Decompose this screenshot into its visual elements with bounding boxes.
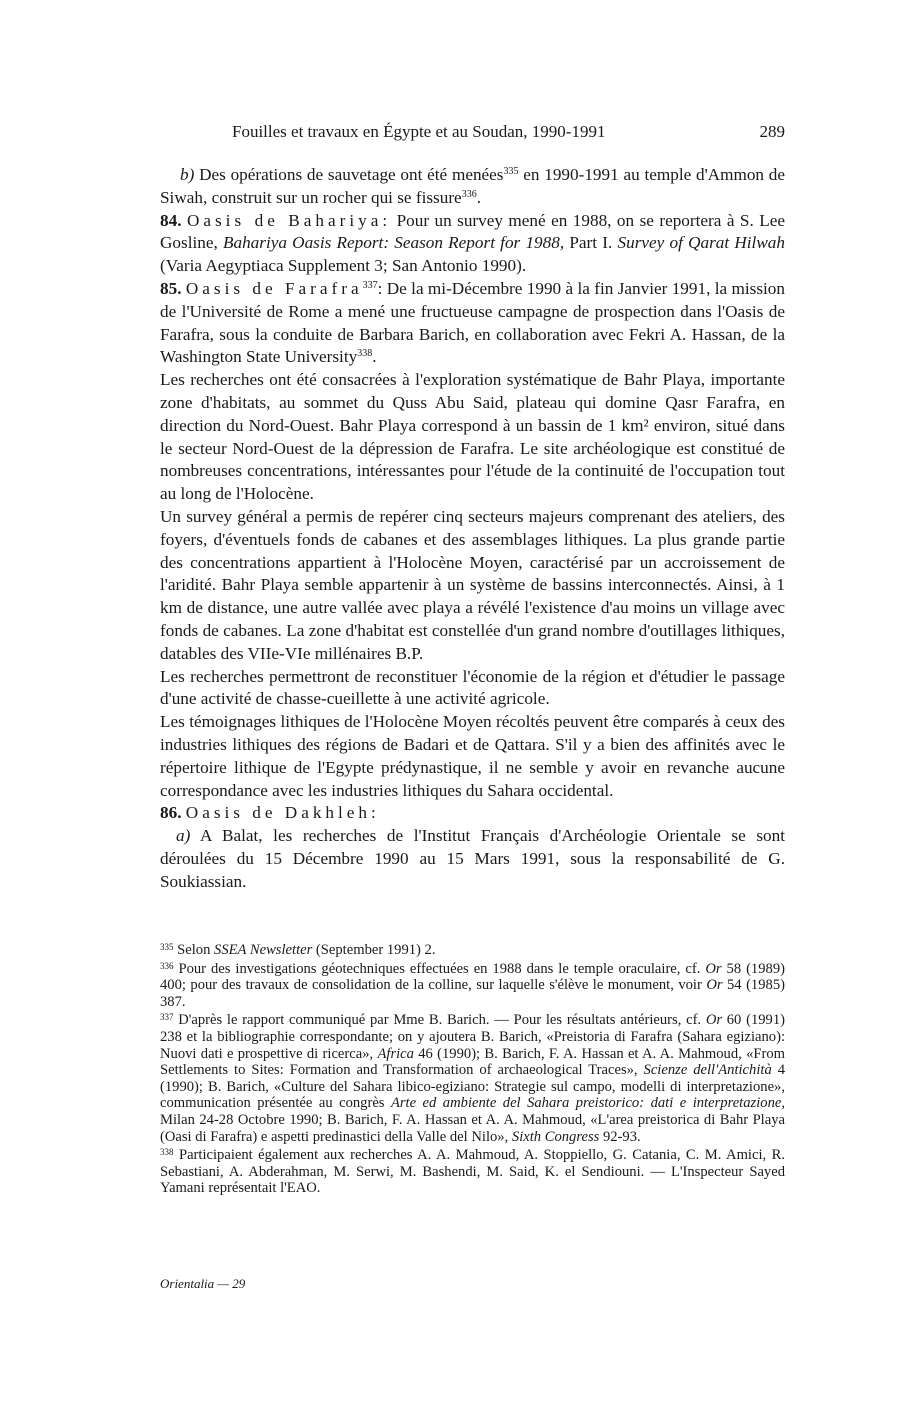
text: Pour des investigations géotechniques effectuées en 1988 dans le temple oraculaire, cf. xyxy=(173,960,706,977)
journal-abbrev: Or xyxy=(705,960,722,977)
paragraph: Les recherches permettront de reconstituer l'économie de la région et d'étudier le passage d'une activité de chasse-cueillette à une activité agricole. xyxy=(160,666,785,709)
section-heading: Oasis de Farafra xyxy=(185,278,363,298)
journal-abbrev: Or xyxy=(706,977,723,994)
text: A Balat, les recherches de l'Institut Français d'Archéologie Orientale se sont déroulées du 15 Décembre 1990 au 15 Mars 1991, sous la responsabilité de G. Soukiassian. xyxy=(160,826,785,891)
book-title: Bahariya Oasis Report: Season Report for 1988, xyxy=(222,233,565,253)
footnote-336 xyxy=(160,961,785,1011)
item-label: b) xyxy=(180,165,195,184)
text: 46 (1990); B. Barich, F. A. Hassan et A. A. Mahmoud, «From Settlements to Sites: Formation and Transformation of archaeological Traces», xyxy=(160,1045,785,1079)
journal-title: SSEA Newsletter xyxy=(214,942,313,958)
item-label: a) xyxy=(176,826,191,846)
congress-title: Arte ed ambiente del Sahara preistorico: dati e interpretazione, xyxy=(390,1095,785,1112)
journal-title: Scienze dell'Antichità xyxy=(643,1062,772,1079)
text: (Varia Aegyptiaca Supplement 3; San Antonio 1990). xyxy=(160,256,527,276)
paragraph: Un survey général a permis de repérer cinq secteurs majeurs comprenant des ateliers, des foyers, d'éventuels fonds de cabanes et des assemblages lithiques. La plus grande partie des concentrations appartient à l'Holocène Moyen, caractérisé par un accroissement de l'aridité. Bahr Playa semble appartenir à un système de bassins interconnectés. Ainsi, à 1 km de distance, une autre vallée avec playa a révélé l'existence d'au moins un village avec fonds de cabanes. La zone d'habitat est constellée d'un grand nombre d'outillages lithiques, datables des VIIe-VIe millénaires B.P. xyxy=(160,506,785,663)
footnote-number: 336 xyxy=(160,960,174,971)
footnote-ref-336[interactable]: 336 xyxy=(461,188,477,200)
main-text xyxy=(160,164,785,894)
footnote-number: 338 xyxy=(160,1147,174,1158)
paragraph-balat xyxy=(160,825,785,893)
text: Pour un survey mené en 1988, on se reportera à S. Lee Gosline, xyxy=(160,210,786,253)
footnote-ref-338[interactable]: 338 xyxy=(357,348,373,360)
journal-abbrev: Or xyxy=(705,1012,723,1029)
text: 60 (1991) 238 et la bibliographie correspondante; on y ajoutera B. Barich, «Preistoria di Farafra (Sahara egiziano): Nuovi dati e prospettive di ricerca», xyxy=(160,1012,785,1062)
text: 58 (1989) 400; pour des travaux de consolidation de la colline, sur laquelle s'élève le monument, voir xyxy=(160,960,785,994)
section-number: 84. xyxy=(160,210,182,230)
footnote-335 xyxy=(160,942,785,959)
footnote-ref-335[interactable]: 335 xyxy=(503,166,519,177)
text: . xyxy=(372,347,377,367)
book-title: Survey of Qarat Hilwah xyxy=(617,233,785,253)
journal-title: Africa xyxy=(377,1045,414,1062)
section-number: 85. xyxy=(160,278,182,298)
footnote-ref-337[interactable]: 337 xyxy=(362,279,378,291)
congress-title: Sixth Congress xyxy=(511,1128,600,1145)
section-heading: Oasis de Bahariya: xyxy=(186,210,392,230)
running-header xyxy=(160,122,785,146)
journal-footer: Orientalia — 29 xyxy=(160,1276,246,1291)
footnote-number: 337 xyxy=(160,1012,174,1023)
text: . xyxy=(476,187,481,207)
text: : De la mi-Décembre 1990 à la fin Janvier 1991, la mission de l'Université de Rome a mené une fructueuse campagne de prospection dans l'Oasis de Farafra, sous la conduite de Barbara Barich, en collaboration avec Fekri A. Hassan, de la Washington State University xyxy=(160,278,785,367)
text: D'après le rapport communiqué par Mme B. Barich. — Pour les résultats antérieurs, cf. xyxy=(173,1012,706,1029)
section-heading: Oasis de Dakhleh: xyxy=(185,803,380,823)
footnote-number: 335 xyxy=(160,942,174,952)
footnotes xyxy=(160,942,785,1199)
running-title: Fouilles et travaux en Égypte et au Soudan, 1990-1991 xyxy=(232,122,606,141)
paragraph-siwah xyxy=(160,164,785,210)
footnote-338 xyxy=(160,1147,785,1197)
paragraph: Les recherches ont été consacrées à l'exploration systématique de Bahr Playa, importante zone d'habitats, au sommet du Quss Abu Said, plateau qui domine Qasr Farafra, en direction du Nord-Ouest. Bahr Playa correspond à un bassin de 1 km² environ, situé dans le secteur Nord-Ouest de la dépression de Farafra. Le site archéologique est constitué de nombreuses concentrations, intéressantes pour l'étude de la continuité de l'occupation tout au long de l'Holocène. xyxy=(160,370,785,504)
text: (September 1991) 2. xyxy=(312,942,436,958)
text: 54 (1985) 387. xyxy=(160,977,785,1010)
text: Part I. xyxy=(564,233,618,253)
text: 4 (1990); B. Barich, «Culture del Sahara libico-egiziano: Strategie sul campo, modelli di interpretazione», communication présentée au congrès xyxy=(160,1062,785,1112)
text: Selon xyxy=(173,942,215,958)
paragraph: Les témoignages lithiques de l'Holocène Moyen récoltés peuvent être comparés à ceux des industries lithiques des régions de Badari et de Qattara. S'il y a bien des affinités avec le répertoire lithique de l'Egypte prédynastique, il ne semble y avoir en revanche aucune correspondance avec les industries lithiques du Sahara occidental. xyxy=(160,712,785,800)
text: Des opérations de sauvetage ont été menées xyxy=(194,165,504,184)
text: 92-93. xyxy=(599,1128,641,1145)
footnote-337 xyxy=(160,1012,785,1145)
text: Milan 24-28 Octobre 1990; B. Barich, F. A. Hassan et A. A. Mahmoud, «L'area preistorica di Bahr Playa (Oasi di Farafra) e aspetti predinastici della Valle del Nilo», xyxy=(160,1111,785,1145)
text: en 1990-1991 au temple d'Ammon de Siwah, construit sur un rocher qui se fissure xyxy=(160,165,785,207)
section-86 xyxy=(160,802,785,825)
section-85 xyxy=(160,278,785,369)
text: Participaient également aux recherches A. A. Mahmoud, A. Stoppiello, G. Catania, C. M. Amici, R. Sebastiani, A. Abderahman, M. Serwi, M. Bashendi, M. Said, K. el Sendiouni. — L'Inspecteur Sayed Yamani représentait l'EAO. xyxy=(160,1147,785,1197)
section-84 xyxy=(160,210,785,278)
section-number: 86. xyxy=(160,803,182,823)
page-number: 289 xyxy=(759,122,785,141)
